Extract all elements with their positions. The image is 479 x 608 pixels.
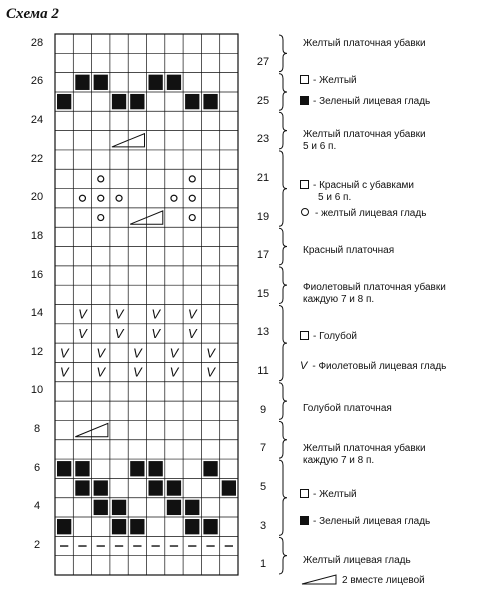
section-bracket [279, 228, 287, 265]
row-number-left: 20 [30, 191, 44, 204]
v-symbol: V [96, 345, 106, 361]
legend-green-1: - Зеленый лицевая гладь [300, 96, 430, 108]
v-symbol: V [78, 325, 87, 341]
black-cell [112, 500, 126, 515]
row-number-right: 21 [256, 171, 270, 184]
note-rows-17-18: Красный платочная [303, 245, 395, 256]
circle-symbol [189, 195, 195, 201]
row-number-left: 10 [30, 384, 44, 397]
row-number-right: 25 [256, 94, 270, 107]
v-symbol: V [169, 345, 179, 361]
v-symbol: V [206, 364, 215, 380]
circle-symbol [116, 195, 122, 201]
black-cell [149, 480, 163, 495]
legend-green-2: - Зеленый лицевая гладь [300, 516, 430, 528]
black-cell [149, 75, 163, 90]
note-rows-27-28: Желтый платочная убавки [303, 38, 426, 49]
note-rows-23-24: Желтый платочная убавки 5 и 6 п. [303, 129, 426, 152]
row-number-right: 27 [256, 55, 270, 68]
black-cell [112, 94, 126, 109]
black-cell [130, 461, 144, 476]
black-cell [130, 519, 144, 534]
legend-blue: - Голубой [300, 331, 357, 343]
note-rows-9-10: Голубой платочная [303, 403, 392, 414]
section-bracket [279, 537, 287, 574]
empty-square-icon [300, 331, 309, 340]
v-symbol: V [151, 325, 160, 341]
row-number-left: 26 [30, 75, 44, 88]
black-cell [75, 461, 89, 476]
v-symbol: V [151, 306, 160, 322]
black-cell [203, 94, 217, 109]
legend-yellow-knit: - желтый лицевая гладь [301, 208, 426, 220]
black-cell [167, 480, 181, 495]
black-cell [185, 519, 199, 534]
v-symbol: V [133, 345, 142, 361]
row-number-right: 13 [256, 326, 270, 339]
v-symbol: V [187, 325, 197, 341]
black-cell [112, 519, 126, 534]
filled-square-icon [300, 516, 309, 525]
legend-violet-knit: V - Фиолетовый лицевая гладь [300, 360, 447, 372]
black-cell [57, 94, 71, 109]
row-number-left: 22 [30, 152, 44, 165]
black-cell [57, 519, 71, 534]
empty-square-icon [300, 75, 309, 84]
circle-symbol [171, 195, 177, 201]
v-symbol: V [59, 364, 69, 380]
row-number-right: 3 [259, 519, 267, 532]
row-number-right: 23 [256, 133, 270, 146]
v-symbol: V [133, 364, 142, 380]
v-symbol-icon: V [300, 360, 308, 372]
empty-square-icon [300, 489, 309, 498]
row-number-left: 4 [33, 500, 41, 513]
row-number-left: 18 [30, 229, 44, 242]
section-bracket [279, 74, 287, 111]
black-cell [57, 461, 71, 476]
black-cell [94, 75, 108, 90]
section-bracket [279, 383, 287, 420]
section-bracket [279, 460, 287, 535]
black-cell [167, 75, 181, 90]
row-number-left: 28 [30, 36, 44, 49]
empty-square-icon [300, 180, 309, 189]
black-cell [94, 500, 108, 515]
black-cell [75, 480, 89, 495]
circle-symbol [98, 195, 104, 201]
black-cell [203, 461, 217, 476]
legend-red: - Красный с убавками 5 и 6 п. [300, 180, 414, 204]
row-number-left: 16 [30, 268, 44, 281]
v-symbol: V [59, 345, 69, 361]
black-cell [75, 75, 89, 90]
k2tog-triangle-icon [301, 574, 337, 585]
black-cell [94, 480, 108, 495]
row-number-right: 11 [257, 365, 269, 378]
diagram-title: Схема 2 [6, 6, 59, 22]
row-number-right: 9 [259, 403, 267, 416]
black-cell [130, 94, 144, 109]
row-number-right: 17 [256, 249, 270, 262]
circle-icon [301, 208, 309, 216]
note-rows-7-8: Желтый платочная убавки каждую 7 и 8 п. [303, 443, 426, 466]
circle-symbol [98, 215, 104, 221]
row-number-left: 2 [33, 539, 41, 552]
filled-square-icon [300, 96, 309, 105]
row-number-left: 6 [33, 461, 41, 474]
row-number-right: 1 [259, 558, 267, 571]
circle-symbol [98, 176, 104, 182]
v-symbol: V [187, 306, 197, 322]
v-symbol: V [169, 364, 179, 380]
section-bracket [279, 151, 287, 226]
row-number-left: 24 [30, 113, 44, 126]
black-cell [222, 480, 236, 495]
legend-yellow-2: - Желтый [300, 489, 357, 501]
v-symbol: V [78, 306, 87, 322]
v-symbol: V [114, 306, 124, 322]
row-number-left: 8 [33, 423, 41, 436]
black-cell [203, 519, 217, 534]
section-bracket [279, 35, 287, 72]
row-number-right: 19 [256, 210, 270, 223]
v-symbol: V [96, 364, 106, 380]
row-number-right: 15 [256, 287, 270, 300]
legend-yellow-1: - Желтый [300, 75, 357, 87]
row-number-left: 14 [30, 307, 44, 320]
section-bracket [279, 306, 287, 381]
row-number-left: 12 [30, 345, 44, 358]
black-cell [167, 500, 181, 515]
row-number-right: 5 [259, 481, 267, 494]
section-bracket [279, 267, 287, 304]
legend-k2tog: 2 вместе лицевой [301, 574, 425, 587]
row-number-right: 7 [259, 442, 267, 455]
circle-symbol [79, 195, 85, 201]
black-cell [185, 94, 199, 109]
note-rows-15-16: Фиолетовый платочная убавки каждую 7 и 8 п. [303, 282, 446, 305]
section-bracket [279, 421, 287, 458]
section-bracket [279, 112, 287, 149]
black-cell [149, 461, 163, 476]
circle-symbol [189, 215, 195, 221]
v-symbol: V [206, 345, 215, 361]
black-cell [185, 500, 199, 515]
note-rows-1-2: Желтый лицевая гладь [303, 555, 411, 566]
circle-symbol [189, 176, 195, 182]
v-symbol: V [114, 325, 124, 341]
